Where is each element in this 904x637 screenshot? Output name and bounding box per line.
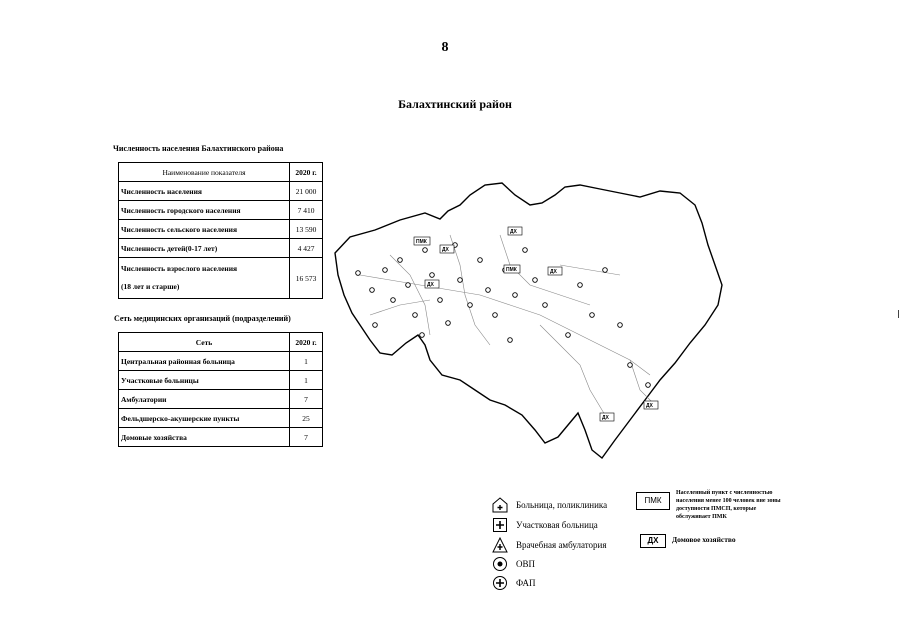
table-row <box>119 390 323 409</box>
pmk-description-line: доступности ПМСП, которые <box>676 506 757 512</box>
pmk-map-label: ПМК <box>506 267 517 273</box>
population-caption: Численность населения Балахтинского района <box>113 144 284 153</box>
legend-item <box>492 537 607 553</box>
row-value: 7 <box>290 428 323 447</box>
row-label: Численность городского населения <box>119 201 290 220</box>
dx-box: ДХ <box>640 534 666 548</box>
district-title: Балахтинский район <box>398 97 512 111</box>
row-label-line: (18 лет и старше) <box>121 282 180 291</box>
row-value: 1 <box>290 352 323 371</box>
column-header: Наименование показателя <box>119 163 290 182</box>
page-number: 8 <box>441 40 449 55</box>
row-label: Домовые хозяйства <box>119 428 290 447</box>
table-row <box>119 182 323 201</box>
table-header-row <box>119 163 323 182</box>
dx-map-label: ДХ <box>550 269 557 275</box>
row-value: 7 410 <box>290 201 323 220</box>
dx-map-label: ДХ <box>646 403 653 409</box>
pmk-description <box>676 489 806 521</box>
table-row <box>119 352 323 371</box>
pmk-legend <box>636 492 670 510</box>
medical-network-caption: Сеть медицинских организаций (подразделений) <box>114 314 291 323</box>
legend-label: ФАП <box>516 578 536 588</box>
column-header: 2020 г. <box>290 163 323 182</box>
pmk-description-line: обслуживает ПМК <box>676 514 727 520</box>
legend-label: ОВП <box>516 559 536 569</box>
column-header: 2020 г. <box>290 333 323 352</box>
column-header: Сеть <box>119 333 290 352</box>
row-value: 1 <box>290 371 323 390</box>
row-value: 7 <box>290 390 323 409</box>
row-label: Численность сельского населения <box>119 220 290 239</box>
table-header-row <box>119 333 323 352</box>
row-value: 21 000 <box>290 182 323 201</box>
population-table <box>118 162 323 299</box>
table-row <box>119 220 323 239</box>
road-network <box>360 235 655 415</box>
fap-icon <box>492 575 508 591</box>
row-label: Амбулатории <box>119 390 290 409</box>
table-row <box>119 201 323 220</box>
medical-network-table <box>118 332 323 447</box>
pmk-box: ПМК <box>636 492 670 510</box>
legend-item <box>492 497 607 513</box>
legend-item <box>492 575 536 591</box>
dx-map-label: ДХ <box>602 415 609 421</box>
row-label-line: Численность взрослого населения <box>121 264 238 273</box>
ovp-icon <box>492 556 508 572</box>
legend-item <box>492 517 598 533</box>
row-label <box>119 258 290 299</box>
row-value: 4 427 <box>290 239 323 258</box>
row-label: Численность детей(0-17 лет) <box>119 239 290 258</box>
district-boundary <box>335 183 722 458</box>
dx-legend <box>640 534 666 548</box>
row-value: 16 573 <box>290 258 323 299</box>
edge-mark <box>898 310 899 318</box>
dx-map-label: ДХ <box>442 247 449 253</box>
table-row <box>119 409 323 428</box>
row-value: 13 590 <box>290 220 323 239</box>
pmk-description-line: Населенный пункт с численностью <box>676 490 773 496</box>
dx-map-label: ДХ <box>427 282 434 288</box>
row-label: Участковые больницы <box>119 371 290 390</box>
table-row <box>119 258 323 299</box>
dx-map-label: ДХ <box>510 229 517 235</box>
row-label: Численность населения <box>119 182 290 201</box>
legend-label: Участковая больница <box>516 520 598 530</box>
hospital-polyclinic-icon <box>492 497 508 513</box>
legend-label: Больница, поликлиника <box>516 500 608 510</box>
row-value: 25 <box>290 409 323 428</box>
medical-ambulatory-icon <box>492 537 508 553</box>
table-row <box>119 428 323 447</box>
row-label: Фельдшерско-акушерские пункты <box>119 409 290 428</box>
pmk-description-line: населения менее 100 человек вне зоны <box>676 498 781 504</box>
district-map <box>330 175 730 475</box>
row-label: Центральная районная больница <box>119 352 290 371</box>
table-row <box>119 371 323 390</box>
dx-description: Домовое хозяйство <box>672 535 736 544</box>
pmk-map-label: ПМК <box>416 239 427 245</box>
district-hospital-icon <box>492 517 508 533</box>
legend-item <box>492 556 535 572</box>
settlement-markers <box>356 243 651 388</box>
legend-label: Врачебная амбулатория <box>516 540 607 550</box>
table-row <box>119 239 323 258</box>
